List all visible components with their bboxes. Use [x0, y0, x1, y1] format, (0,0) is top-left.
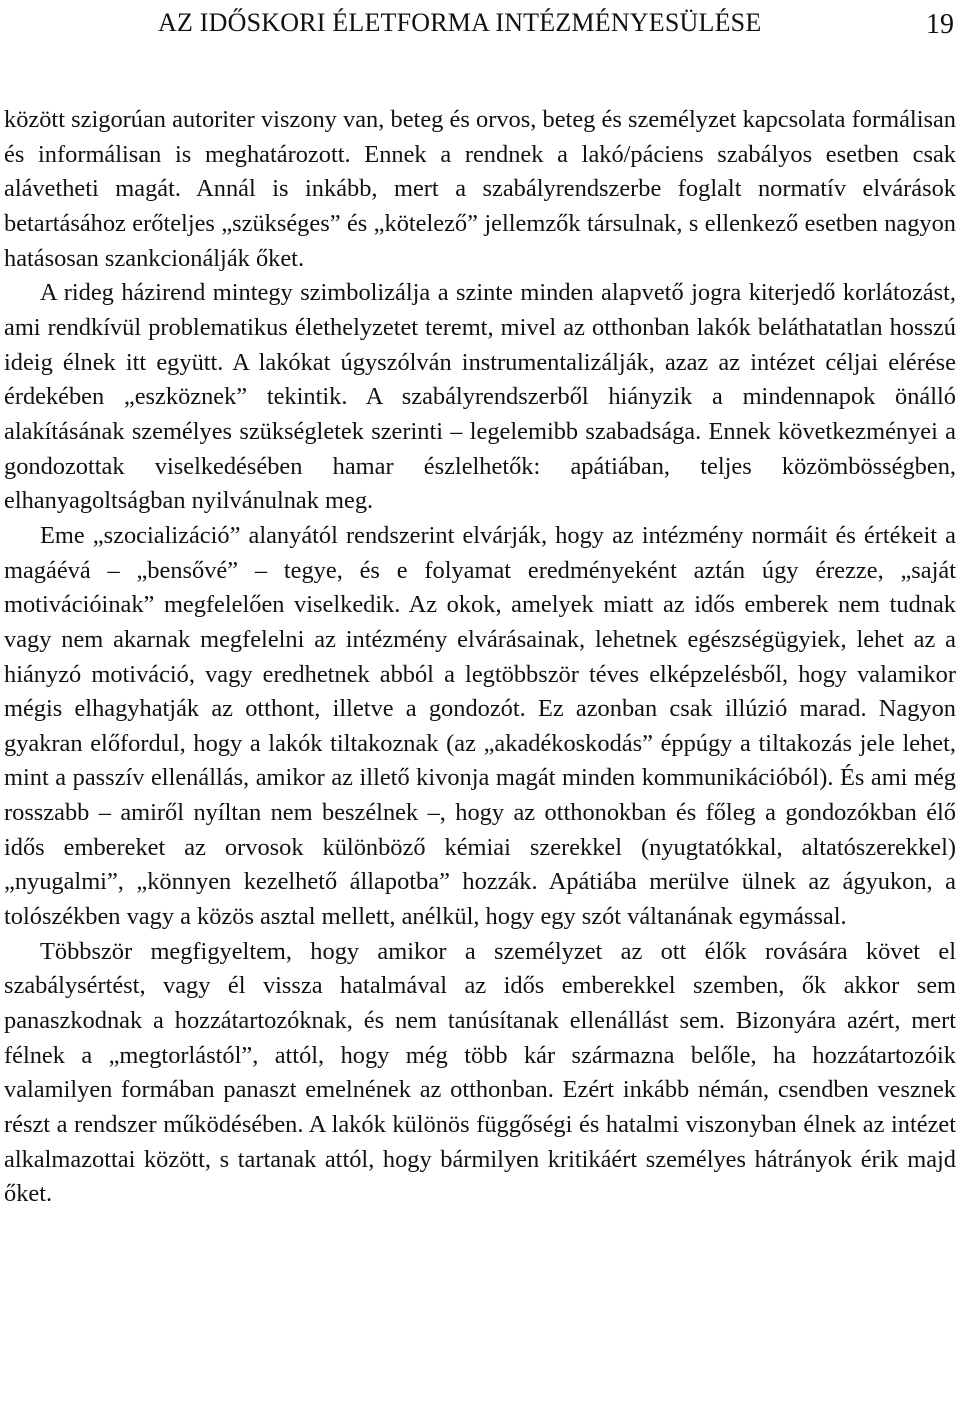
body-text: [4, 103, 956, 1212]
paragraph-observations: Többször megfigyeltem, hogy amikor a személyzet az ott élők rovására követ el szabálysértést, vagy él vissza hatalmával az idős emberekkel szemben, ők akkor sem panaszkodnak a hozzátartozóknak, és nem tanúsítanak ellenállást sem. Bizonyára azért, mert félnek a „megtorlástól”, attól, hogy még több kár származna belőle, ha hozzátartozóik valamilyen formában panaszt emelnének az otthonban. Ezért inkább némán, csendben vesznek részt a rendszer működésében. A lakók különös függőségi és hatalmi viszonyban élnek az intézet alkalmazottai között, s tartanak attól, hogy bármilyen kritikáért személyes hátrányok érik majd őket.: [4, 937, 956, 1208]
paragraph-house-rules: A rideg házirend mintegy szimbolizálja a szinte minden alapvető jogra kiterjedő korlátozást, ami rendkívül problematikus élethelyzetet teremt, mivel az otthonban lakók beláthatatlan hosszú ideig élnek itt együtt. A lakókat úgyszólván instrumentalizálják, azaz az intézet céljai elérése érdekében „eszköznek” tekintik. A szabályrendszerből hiányzik a mindennapok önálló alakításának személyes szükségletek szerinti – legelemibb szabadsága. Ennek következményei a gondozottak viselkedésében hamar észlelhetők: apátiában, teljes közömbösségben, elhanyagoltságban nyilvánulnak meg.: [4, 279, 956, 515]
running-header: [4, 0, 956, 50]
running-title: AZ IDŐSKORI ÉLETFORMA INTÉZMÉNYESÜLÉSE: [158, 8, 762, 37]
paragraph-socialization: Eme „szocializáció” alanyától rendszerint elvárják, hogy az intézmény normáit és értékeit a magáévá – „bensővé” – tegye, és e folyamat eredményeként aztán úgy érezze, „saját motivációinak” megfelelően viselkedik. Az okok, amelyek miatt az idős emberek nem tudnak vagy nem akarnak megfelelni az intézmény elvárásainak, lehetnek egészségügyiek, lehet az a hiányzó motiváció, vagy eredhetnek abból a legtöbbször téves elképzelésből, hogy valamikor mégis elhagyhatják az otthont, illetve a gondozót. Ez azonban csak illúzió marad. Nagyon gyakran előfordul, hogy a lakók tiltakoznak (az „akadékoskodás” éppúgy a tiltakozás jele lehet, mint a passzív ellenállás, amikor az illető kivonja magát minden kommunikációból). És ami még rosszabb – amiről nyíltan nem beszélnek –, hogy az otthonokban és főleg a gondozókban élő idős embereket az orvosok különböző kémiai szerekkel (nyugtatókkal, altatószerekkel) „nyugalmi”, „könnyen kezelhető állapotba” hozzák. Apátiába merülve ülnek az ágyukon, a tolószékben vagy a közös asztal mellett, anélkül, hogy egy szót váltanának egymással.: [4, 521, 956, 931]
page-number: 19: [926, 9, 954, 40]
paragraph-continuation: között szigorúan autoriter viszony van, beteg és orvos, beteg és személyzet kapcsolata formálisan és informálisan is meghatározott. Ennek a rendnek a lakó/páciens szabályos esetben csak alávetheti magát. Annál is inkább, mert a szabályrendszerbe foglalt normatív elvárások betartásához erőteljes „szükséges” és „kötelező” jellemzők társulnak, s ellenkező esetben nagyon hatásosan szankcionálják őket.: [4, 106, 956, 272]
